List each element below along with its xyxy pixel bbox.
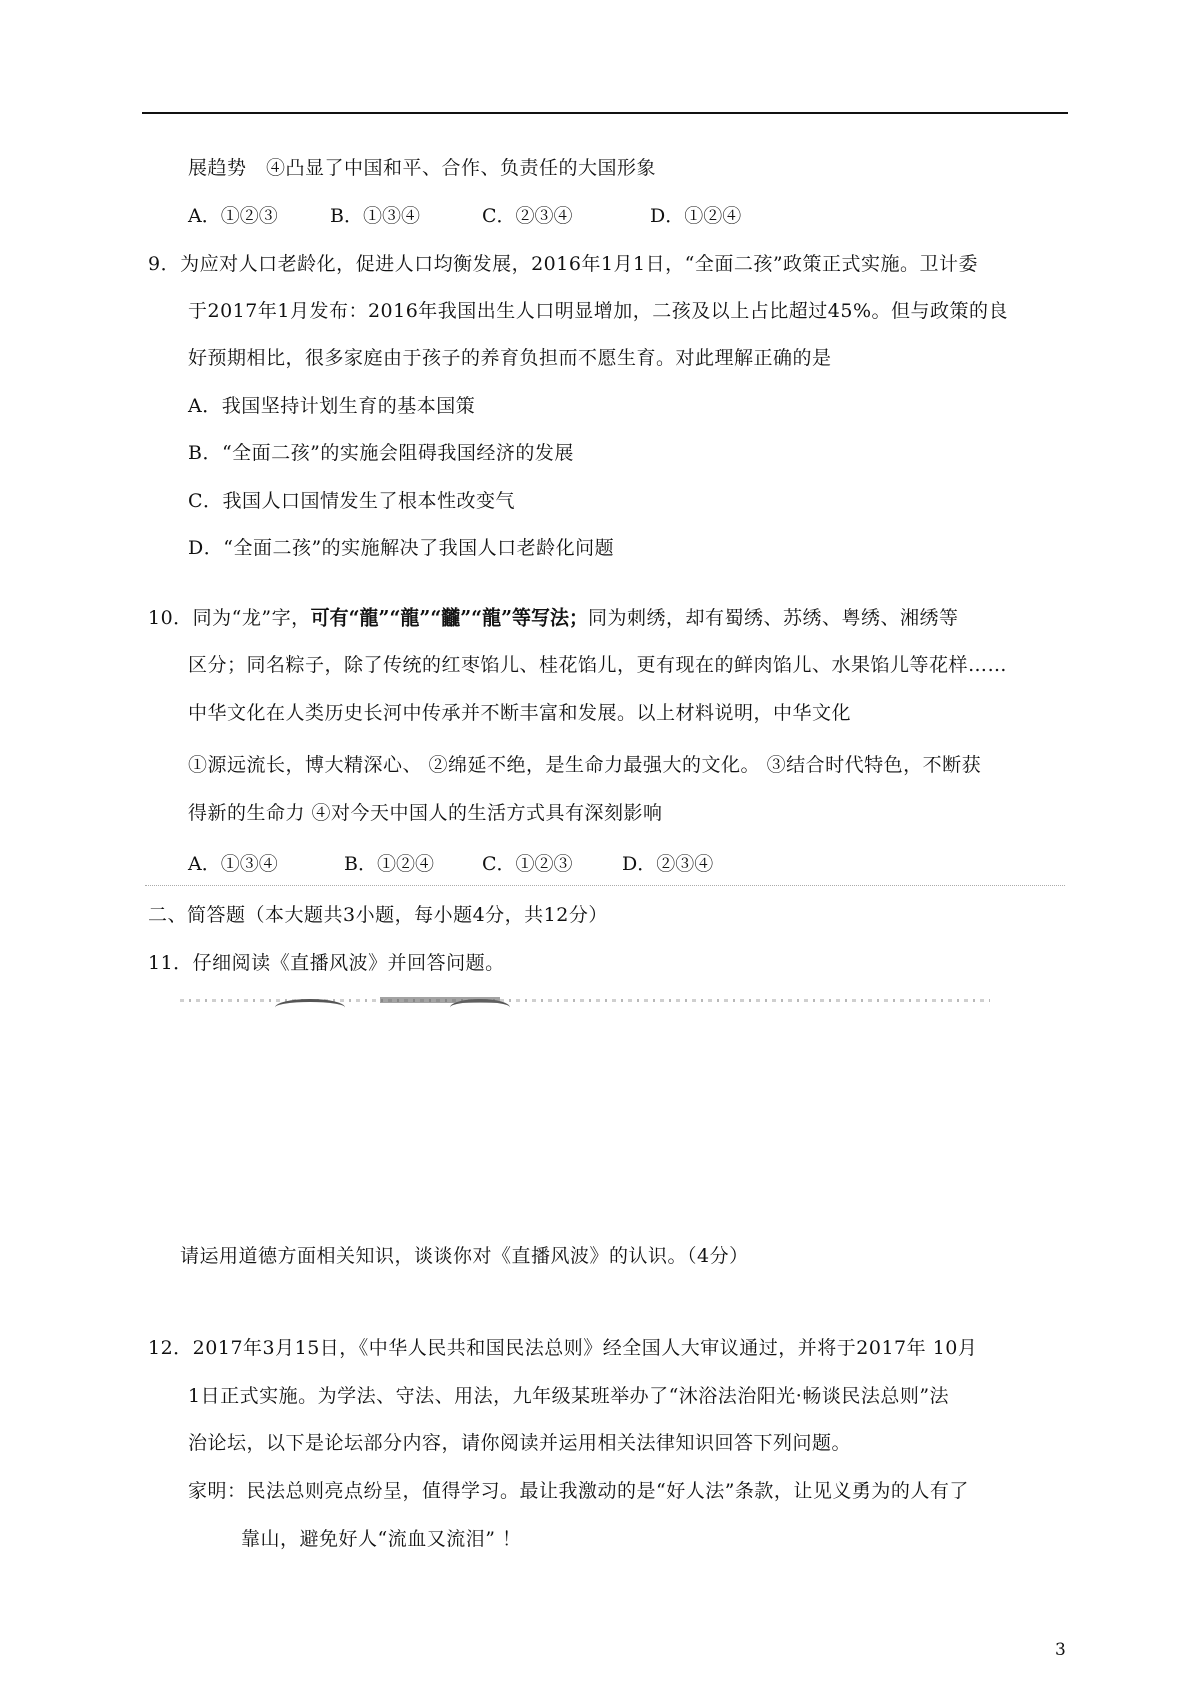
q9-line-3: 好预期相比，很多家庭由于孩子的养育负担而不愿生育。对此理解正确的是 [188,347,832,369]
q10-line-1 [148,605,959,631]
q10-option-a: A．①③④ [188,853,278,875]
q9-option-c: C．我国人口国情发生了根本性改变气 [188,490,516,512]
image-arc-left [275,999,345,1016]
q10-dragon-variants: 可有“龍”“龍”“龖”“龍”等写法； [310,606,589,630]
q10-line-1-pre: 10．同为“龙”字， [148,607,311,629]
q10-line-5: 得新的生命力 ④对今天中国人的生活方式具有深刻影响 [188,802,663,824]
q10-line-2: 区分；同名粽子，除了传统的红枣馅儿、桂花馅儿，更有现在的鲜肉馅儿、水果馅儿等花样…… [188,654,1008,676]
q9-option-b: B．“全面二孩”的实施会阻碍我国经济的发展 [188,442,574,464]
q10-line-1-post: 同为刺绣，却有蜀绣、苏绣、粤绣、湘绣等 [588,607,959,629]
q9-line-2: 于2017年1月发布：2016年我国出生人口明显增加，二孩及以上占比超过45%。但与政策的良 [188,300,1009,322]
q8-continuation: 展趋势 ④凸显了中国和平、合作、负责任的大国形象 [188,157,657,179]
header-rule [142,112,1068,114]
q8-option-a: A．①②③ [188,205,278,227]
q8-option-d: D．①②④ [650,205,742,227]
q12-line-4: 家明：民法总则亮点纷呈，值得学习。最让我激动的是“好人法”条款，让见义勇为的人有了 [188,1480,969,1502]
q9-option-d: D．“全面二孩”的实施解决了我国人口老龄化问题 [188,537,615,559]
q8-options [188,203,741,229]
q11-line-1: 11．仔细阅读《直播风波》并回答问题。 [148,952,505,974]
q10-option-c: C．①②③ [482,853,573,875]
q12-line-3: 治论坛，以下是论坛部分内容，请你阅读并运用相关法律知识回答下列问题。 [188,1432,852,1454]
q11-cartoon-image [180,995,990,1175]
q9-line-1: 9．为应对人口老龄化，促进人口均衡发展，2016年1月1日，“全面二孩”政策正式实施。卫计委 [148,253,979,275]
q12-line-1: 12．2017年3月15日，《中华人民共和国民法总则》经全国人大审议通过，并将于2017年 10月 [148,1337,978,1359]
section-2-heading: 二、简答题（本大题共3小题，每小题4分，共12分） [148,904,608,926]
q12-line-5: 靠山，避免好人“流血又流泪” ！ [241,1528,522,1550]
q10-option-d: D．②③④ [622,853,714,875]
image-blot [380,997,500,1003]
page-number: 3 [1055,1640,1066,1660]
q8-option-b: B．①③④ [330,205,420,227]
q10-line-4: ①源远流长，博大精深心、 ②绵延不绝，是生命力最强大的文化。 ③结合时代特色，不断获 [188,754,982,776]
section-divider [145,885,1065,886]
q8-option-c: C．②③④ [482,205,573,227]
q12-line-2: 1日正式实施。为学法、守法、用法，九年级某班举办了“沐浴法治阳光·畅谈民法总则”法 [188,1385,950,1407]
q10-line-3: 中华文化在人类历史长河中传承并不断丰富和发展。以上材料说明，中华文化 [188,702,852,724]
q10-options [188,851,713,877]
q9-option-a: A．我国坚持计划生育的基本国策 [188,395,476,417]
q11-prompt: 请运用道德方面相关知识，谈谈你对《直播风波》的认识。（4分） [180,1245,749,1267]
q10-option-b: B．①②④ [344,853,434,875]
